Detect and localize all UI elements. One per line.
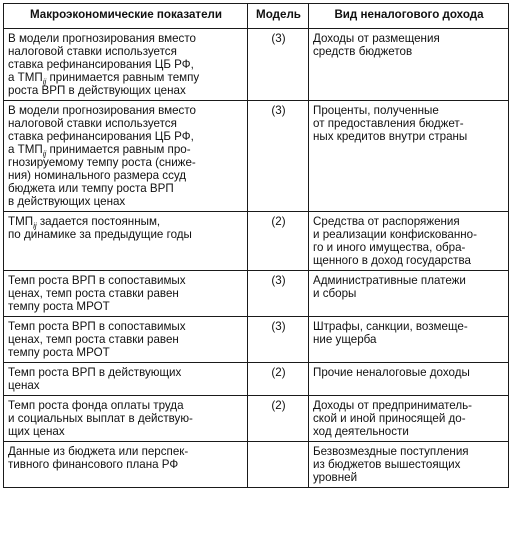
cell-income-type bbox=[309, 396, 509, 442]
cell-line: из бюджетов вышестоящих bbox=[313, 458, 461, 471]
table-row bbox=[4, 442, 509, 488]
cell-line: В модели прогнозирования вместо bbox=[8, 104, 196, 117]
cell-line: Темп роста ВРП в действующих bbox=[8, 366, 182, 379]
cell-line: Проценты, полученные bbox=[313, 104, 439, 117]
cell-line: ных кредитов внутри страны bbox=[313, 130, 468, 143]
cell-line: Данные из бюджета или перспек- bbox=[8, 445, 189, 458]
cell-line: налоговой ставки используется bbox=[8, 45, 177, 58]
table-row bbox=[4, 396, 509, 442]
nontax-income-table bbox=[3, 3, 509, 488]
cell-model: (2) bbox=[248, 363, 309, 396]
cell-line: В модели прогнозирования вместо bbox=[8, 32, 196, 45]
table-row bbox=[4, 271, 509, 317]
cell-line: по динамике за предыдущие годы bbox=[8, 228, 192, 241]
cell-indicator bbox=[4, 396, 248, 442]
table-row bbox=[4, 317, 509, 363]
cell-income-type bbox=[309, 363, 509, 396]
cell-line: гнозируемому темпу роста (сниже- bbox=[8, 156, 196, 169]
table-header-row bbox=[4, 4, 509, 29]
table-body bbox=[4, 29, 509, 488]
cell-model: (2) bbox=[248, 212, 309, 271]
cell-indicator bbox=[4, 29, 248, 101]
cell-line: а $ТМП_{ij}$ принимается равным про- bbox=[8, 143, 191, 159]
cell-line: Темп роста ВРП в сопоставимых bbox=[8, 274, 186, 287]
table-row bbox=[4, 29, 509, 101]
cell-model: (2) bbox=[248, 396, 309, 442]
cell-indicator bbox=[4, 317, 248, 363]
cell-income-type bbox=[309, 101, 509, 212]
cell-line: средств бюджетов bbox=[313, 45, 413, 58]
cell-line: Прочие неналоговые доходы bbox=[313, 366, 470, 379]
cell-line: Административные платежи bbox=[313, 274, 466, 287]
cell-indicator bbox=[4, 212, 248, 271]
cell-model bbox=[248, 442, 309, 488]
cell-line: темпу роста МРОТ bbox=[8, 300, 110, 313]
cell-income-type bbox=[309, 271, 509, 317]
cell-line: Безвозмездные поступления bbox=[313, 445, 469, 458]
cell-line: Доходы от размещения bbox=[313, 32, 440, 45]
cell-line: и реализации конфискованно- bbox=[313, 228, 477, 241]
cell-line: Доходы от предприниматель- bbox=[313, 399, 473, 412]
header-indicators: Макроэкономические показатели bbox=[4, 4, 248, 29]
cell-line: а $ТМП_{ij}$ принимается равным темпу bbox=[8, 71, 200, 87]
cell-line: щих ценах bbox=[8, 425, 65, 438]
cell-indicator bbox=[4, 101, 248, 212]
cell-line: ценах, темп роста ставки равен bbox=[8, 333, 179, 346]
cell-line: и социальных выплат в действую- bbox=[8, 412, 193, 425]
cell-line: го и иного имущества, обра- bbox=[313, 241, 466, 254]
cell-income-type bbox=[309, 442, 509, 488]
cell-line: $ТМП_{ij}$ задается постоянным, bbox=[8, 215, 161, 231]
cell-line: темпу роста МРОТ bbox=[8, 346, 110, 359]
header-income-type: Вид неналогового дохода bbox=[309, 4, 509, 29]
table-row bbox=[4, 101, 509, 212]
cell-line: ние ущерба bbox=[313, 333, 377, 346]
header-model: Модель bbox=[248, 4, 309, 29]
cell-line: Штрафы, санкции, возмеще- bbox=[313, 320, 468, 333]
cell-model: (3) bbox=[248, 317, 309, 363]
cell-line: ния) номинального размера ссуд bbox=[8, 169, 187, 182]
cell-model: (3) bbox=[248, 29, 309, 101]
cell-line: щенного в доход государства bbox=[313, 254, 471, 267]
cell-line: уровней bbox=[313, 471, 358, 484]
cell-line: ценах, темп роста ставки равен bbox=[8, 287, 179, 300]
cell-line: ценах bbox=[8, 379, 40, 392]
cell-income-type bbox=[309, 317, 509, 363]
cell-line: ставка рефинансирования ЦБ РФ, bbox=[8, 58, 194, 71]
cell-line: бюджета или темпу роста ВРП bbox=[8, 182, 174, 195]
table-row bbox=[4, 363, 509, 396]
cell-indicator bbox=[4, 442, 248, 488]
cell-income-type bbox=[309, 212, 509, 271]
cell-line: ской и иной приносящей до- bbox=[313, 412, 466, 425]
cell-model: (3) bbox=[248, 271, 309, 317]
cell-line: от предоставления бюджет- bbox=[313, 117, 464, 130]
cell-line: и сборы bbox=[313, 287, 357, 300]
cell-line: Темп роста ВРП в сопоставимых bbox=[8, 320, 186, 333]
cell-line: ход деятельности bbox=[313, 425, 409, 438]
cell-income-type bbox=[309, 29, 509, 101]
cell-line: в действующих ценах bbox=[8, 195, 126, 208]
cell-line: ставка рефинансирования ЦБ РФ, bbox=[8, 130, 194, 143]
cell-line: налоговой ставки используется bbox=[8, 117, 177, 130]
cell-line: Темп роста фонда оплаты труда bbox=[8, 399, 184, 412]
cell-line: тивного финансового плана РФ bbox=[8, 458, 179, 471]
cell-line: Средства от распоряжения bbox=[313, 215, 460, 228]
cell-line: роста ВРП в действующих ценах bbox=[8, 84, 186, 97]
cell-model: (3) bbox=[248, 101, 309, 212]
cell-indicator bbox=[4, 271, 248, 317]
table-row bbox=[4, 212, 509, 271]
cell-indicator bbox=[4, 363, 248, 396]
